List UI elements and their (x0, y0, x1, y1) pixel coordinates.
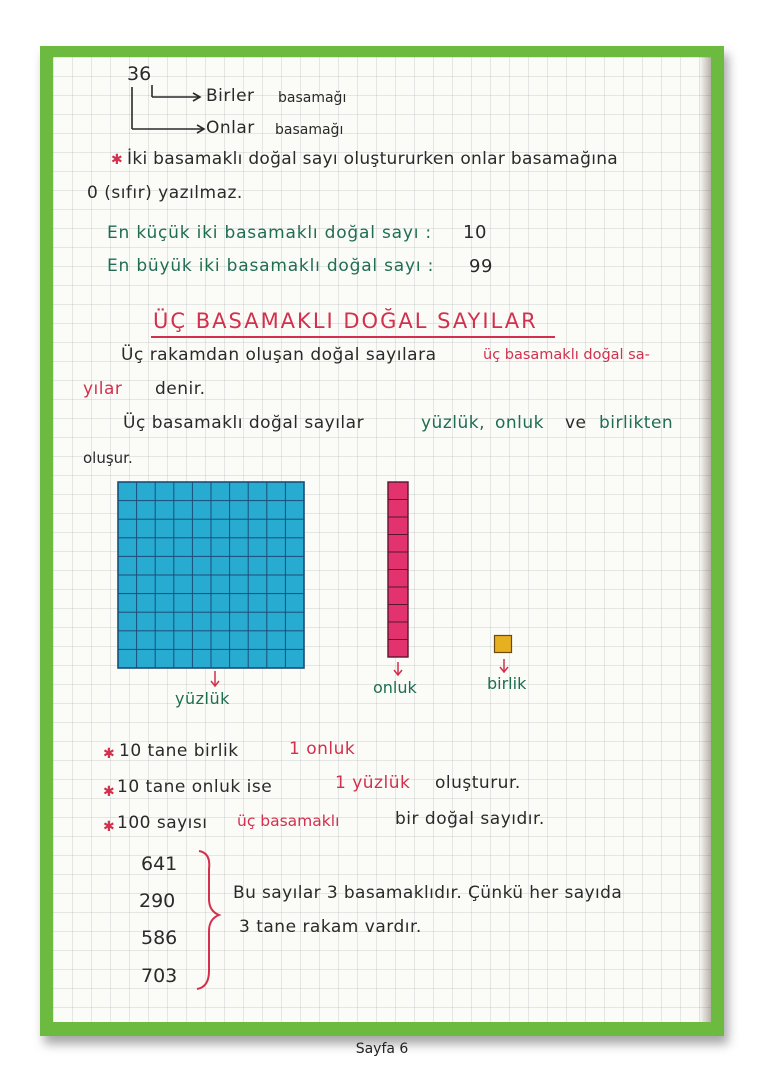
fact-3-suffix: bir doğal sayıdır. (395, 809, 545, 829)
rule-line-1: İki basamaklı doğal sayı oluştururken onlar basamağına (127, 149, 619, 169)
example-number: 36 (127, 63, 152, 85)
tens-caption: onluk (373, 678, 417, 697)
definition-highlight-cont: yılar (83, 379, 123, 399)
section-title: ÜÇ BASAMAKLI DOĞAL SAYILAR (153, 309, 538, 333)
notebook-page (53, 57, 711, 1022)
fact-1-value: 1 onluk (289, 739, 356, 759)
ones-place-suffix: basamağı (278, 90, 347, 106)
definition-prefix: Üç rakamdan oluşan doğal sayılara (121, 345, 437, 365)
explain-line-2: 3 tane rakam vardır. (239, 917, 422, 937)
fact-3-highlight: üç basamaklı (237, 812, 340, 830)
example-number-1: 641 (141, 853, 178, 875)
tens-place-suffix: basamağı (275, 122, 344, 138)
parts-prefix: Üç basamaklı doğal sayılar (123, 413, 365, 433)
explain-line-1: Bu sayılar 3 basamaklıdır. Çünkü her sayıda (233, 883, 623, 903)
examples-brace (193, 847, 223, 997)
bullet-star: ✱ (103, 784, 115, 800)
definition-suffix: denir. (155, 379, 206, 399)
page-number: Sayfa 6 (355, 1041, 409, 1057)
rule-line-2: 0 (sıfır) yazılmaz. (87, 183, 243, 203)
fact-3-text: 100 sayısı (117, 813, 208, 833)
fact-2-text: 10 tane onluk ise (117, 777, 273, 797)
tens-place-label: Onlar (206, 118, 255, 138)
bullet-star: ✱ (111, 152, 123, 168)
example-number-3: 586 (141, 927, 178, 949)
ones-caption: birlik (487, 674, 527, 693)
fact-1-text: 10 tane birlik (119, 741, 239, 761)
largest-value: 99 (469, 256, 493, 277)
parts-hundreds: yüzlük, (421, 413, 486, 433)
page-edge-shadow (699, 57, 711, 1022)
example-number-2: 290 (139, 890, 176, 912)
bullet-star: ✱ (103, 746, 115, 762)
parts-ones: birlikten (599, 413, 674, 433)
fact-2-value: 1 yüzlük (335, 773, 411, 793)
down-arrows (53, 57, 653, 697)
bullet-star: ✱ (103, 819, 115, 835)
parts-tens: onluk (495, 413, 545, 433)
largest-label: En büyük iki basamaklı doğal sayı : (107, 256, 435, 276)
page-frame (40, 46, 724, 1036)
fact-2-suffix: oluşturur. (435, 773, 521, 793)
ones-place-label: Birler (206, 86, 255, 106)
smallest-value: 10 (463, 222, 487, 243)
parts-line-2: oluşur. (83, 449, 133, 467)
hundreds-caption: yüzlük (175, 689, 230, 708)
parts-and: ve (565, 413, 587, 433)
smallest-label: En küçük iki basamaklı doğal sayı : (107, 223, 432, 243)
example-number-4: 703 (141, 965, 178, 987)
definition-highlight: üç basamaklı doğal sa- (483, 347, 650, 363)
